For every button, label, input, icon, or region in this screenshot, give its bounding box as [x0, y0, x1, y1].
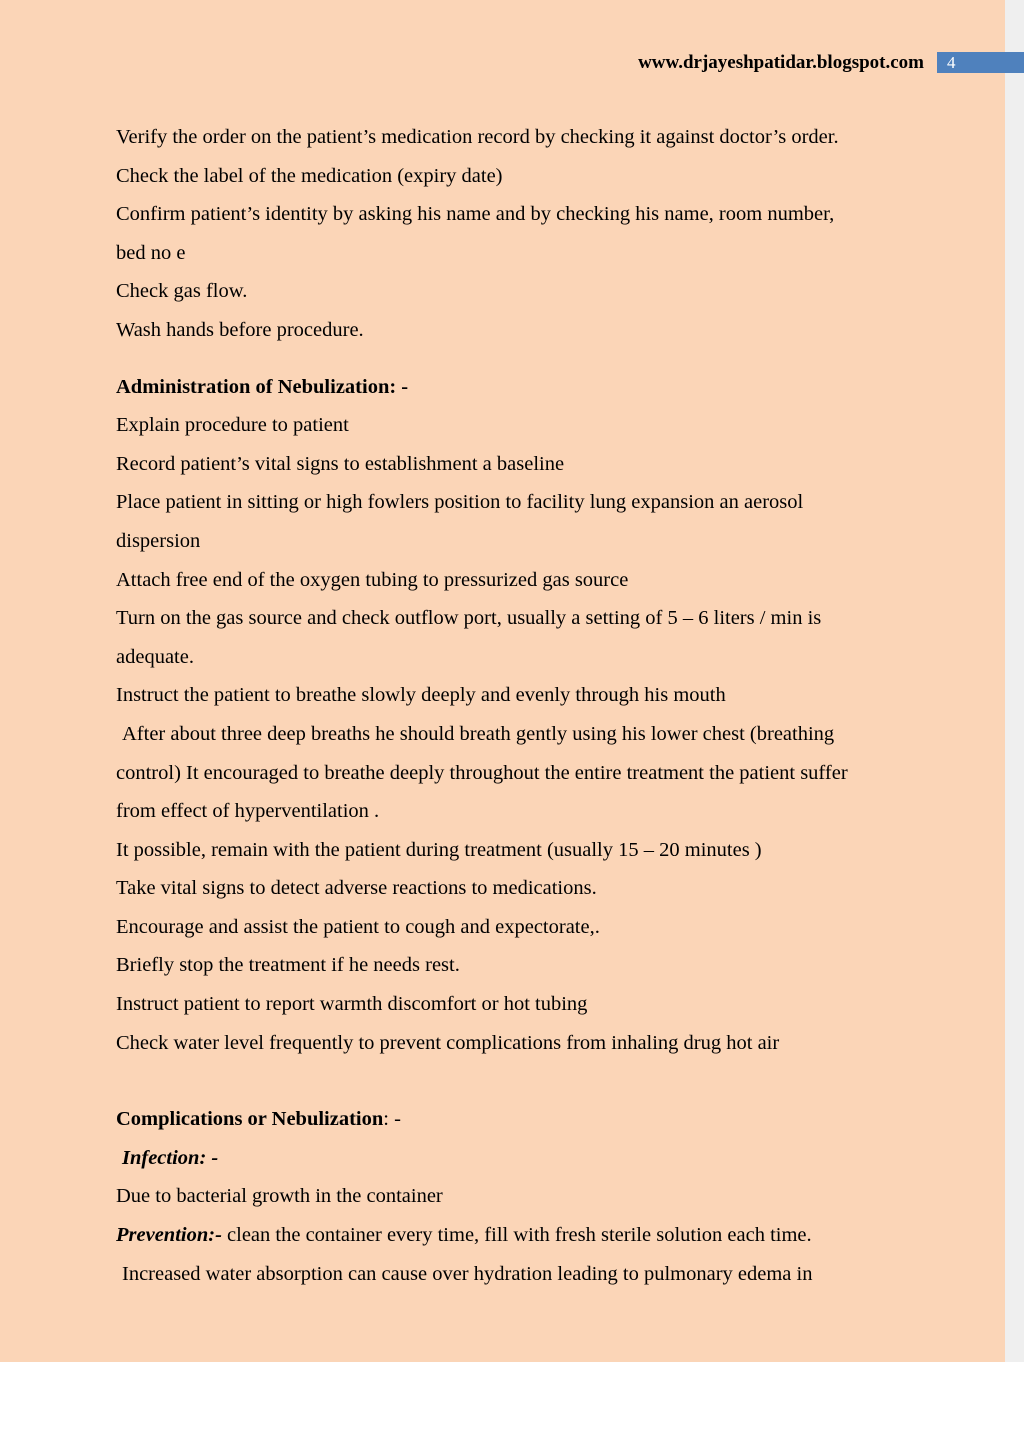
complications-heading-bold: Complications or Nebulization — [116, 1108, 384, 1131]
prevention-text: clean the container every time, fill with fresh sterile solution each time. — [221, 1224, 812, 1247]
administration-line: Encourage and assist the patient to cough and expectorate,. — [116, 915, 600, 938]
prevention-line — [116, 1222, 946, 1261]
administration-line: It possible, remain with the patient during treatment (usually 15 – 20 minutes ) — [116, 838, 762, 861]
administration-line: from effect of hyperventilation . — [116, 800, 380, 823]
check-line: Check the label of the medication (expiry date) — [116, 164, 503, 187]
section-gap — [116, 356, 946, 374]
check-line: Verify the order on the patient’s medication record by checking it against doctor’s order. — [116, 126, 839, 148]
administration-line: Briefly stop the treatment if he needs rest. — [116, 954, 460, 977]
complications-heading — [116, 1106, 946, 1145]
infection-label: Infection: - — [122, 1146, 219, 1169]
page-edge-shade — [1005, 0, 1024, 1362]
administration-line: Take vital signs to detect adverse reactions to medications. — [116, 877, 597, 900]
administration-line: dispersion — [116, 529, 201, 552]
administration-line: After about three deep breaths he should breath gently using his lower chest (breathing — [122, 722, 835, 745]
check-line: Check gas flow. — [116, 280, 248, 303]
complications-section — [116, 1106, 946, 1299]
page-number: 4 — [947, 53, 956, 72]
administration-line: Check water level frequently to prevent complications from inhaling drug hot air — [116, 1031, 780, 1054]
complications-last-line: Increased water absorption can cause over hydration leading to pulmonary edema in — [122, 1262, 813, 1285]
administration-line: control) It encouraged to breathe deeply throughout the entire treatment the patient suffer — [116, 761, 848, 784]
administration-line: Attach free end of the oxygen tubing to pressurized gas source — [116, 568, 629, 591]
infection-label-line — [116, 1145, 946, 1184]
administration-line: Instruct the patient to breathe slowly deeply and evenly through his mouth — [116, 684, 726, 707]
section-gap — [116, 1068, 946, 1106]
document-body — [116, 124, 946, 1299]
administration-section — [116, 374, 946, 1069]
administration-heading: Administration of Nebulization: - — [116, 375, 409, 398]
administration-line: Turn on the gas source and check outflow port, usually a setting of 5 – 6 liters / min is — [116, 607, 822, 630]
checks-section — [116, 124, 946, 356]
prevention-label: Prevention:- — [116, 1224, 222, 1247]
check-line: Wash hands before procedure. — [116, 318, 364, 341]
check-line: bed no e — [116, 241, 186, 264]
infection-text: Due to bacterial growth in the container — [116, 1185, 443, 1208]
complications-heading-suffix: : - — [383, 1108, 401, 1131]
administration-line: adequate. — [116, 645, 194, 668]
administration-line: Record patient’s vital signs to establishment a baseline — [116, 452, 565, 475]
header-url: www.drjayeshpatidar.blogspot.com — [638, 52, 924, 73]
administration-line: Explain procedure to patient — [116, 414, 349, 437]
check-line: Confirm patient’s identity by asking his name and by checking his name, room number, — [116, 203, 835, 226]
administration-line: Instruct patient to report warmth discomfort or hot tubing — [116, 993, 588, 1016]
administration-line: Place patient in sitting or high fowlers position to facility lung expansion an aerosol — [116, 491, 804, 514]
